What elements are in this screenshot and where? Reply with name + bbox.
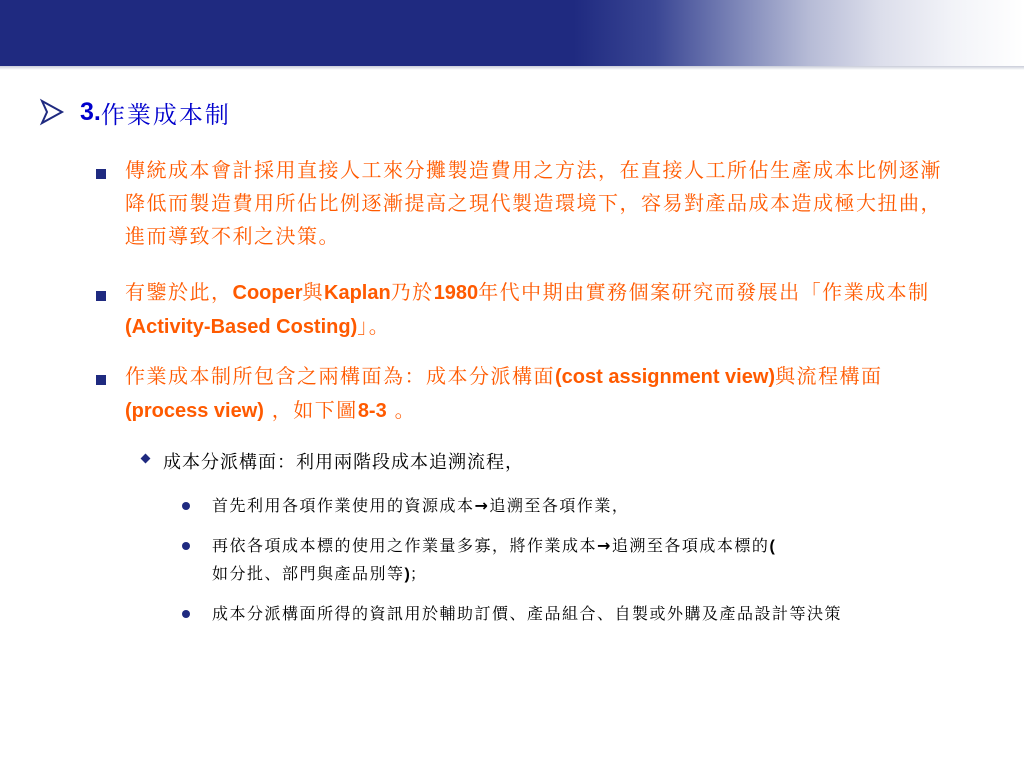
diamond-bullet-icon xyxy=(141,453,151,463)
title-number: 3. xyxy=(80,97,101,126)
title-text: 作業成本制 xyxy=(100,100,231,129)
list-item-text xyxy=(212,600,964,627)
slide-title xyxy=(38,94,231,130)
text-segment: 8-3 xyxy=(357,400,387,422)
bullet-text xyxy=(125,360,955,428)
list-item xyxy=(182,492,964,519)
text-segment: 如分批、部門與產品別等 xyxy=(212,564,405,583)
text-segment: 1980 xyxy=(433,282,479,304)
text-segment: 。 xyxy=(386,398,417,422)
square-bullet-icon xyxy=(96,375,106,385)
sub-bullet-text: 成本分派構面：利用兩階段成本追溯流程， xyxy=(163,452,524,473)
text-segment: 有鑒於此， xyxy=(125,280,233,304)
sub-bullet-item xyxy=(142,448,524,474)
text-segment: ) xyxy=(404,566,410,583)
text-segment: 乃於 xyxy=(390,280,434,304)
text-segment: 作業成本制所包含之兩構面為：成本分派構面 xyxy=(125,364,555,388)
list-item xyxy=(182,532,964,588)
text-segment: 再依各項成本標的使用之作業量多寡，將作業成本 xyxy=(212,536,598,555)
header-shadow xyxy=(0,66,1024,70)
bullet-item xyxy=(96,282,976,344)
text-segment: 與流程構面 xyxy=(775,364,883,388)
square-bullet-icon xyxy=(96,169,106,179)
bullet-item xyxy=(96,366,976,428)
arrow-bullet-icon xyxy=(38,98,66,126)
list-item xyxy=(182,600,964,627)
dot-bullet-icon xyxy=(182,502,190,510)
bullet-text xyxy=(125,154,955,253)
text-segment: 年代中期由實務個案研究而發展出「作業成本制 xyxy=(478,280,930,304)
text-segment: ； xyxy=(409,564,428,583)
text-segment: 首先利用各項作業使用的資源成本 xyxy=(212,496,475,515)
text-segment: 追溯至各項作業， xyxy=(489,496,630,515)
text-segment: 與 xyxy=(302,280,324,304)
dot-bullet-icon xyxy=(182,610,190,618)
text-segment: ，如下圖 xyxy=(263,398,358,422)
right-arrow-icon: → xyxy=(597,536,612,555)
text-segment: (Activity-Based Costing) xyxy=(125,316,358,338)
bullet-item xyxy=(96,160,976,253)
text-segment: 傳統成本會計採用直接人工來分攤製造費用之方法，在直接人工所佔生產成本比例逐漸降低而製造費用所佔比例逐漸提高之現代製造環境下，容易對產品成本造成極大扭曲，進而導致不利之決策。 xyxy=(125,158,942,248)
right-arrow-icon: → xyxy=(474,496,490,515)
dot-bullet-icon xyxy=(182,542,190,550)
header-bar xyxy=(0,0,1024,66)
text-segment: Kaplan xyxy=(324,282,391,304)
text-segment: (cost assignment view) xyxy=(555,366,776,388)
text-segment: 追溯至各項成本標的 xyxy=(611,536,770,555)
text-segment: 成本分派構面所得的資訊用於輔助訂價、產品組合、自製或外購及產品設計等決策 xyxy=(212,604,843,623)
list-item-text xyxy=(212,532,964,588)
text-segment: 」。 xyxy=(357,314,391,338)
square-bullet-icon xyxy=(96,291,106,301)
list-item-text xyxy=(212,492,964,519)
bullet-text xyxy=(125,276,955,344)
text-segment: ( xyxy=(769,538,775,555)
text-segment: (process view) xyxy=(125,400,264,422)
text-segment: Cooper xyxy=(232,282,303,304)
